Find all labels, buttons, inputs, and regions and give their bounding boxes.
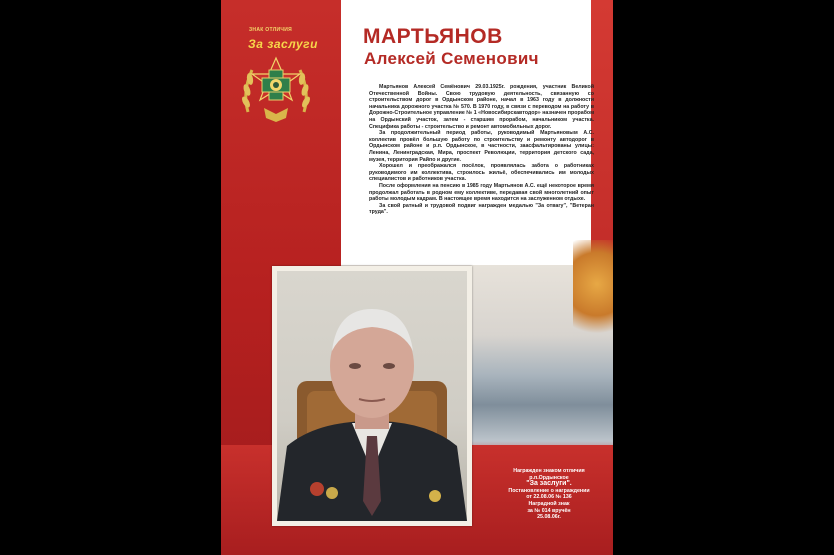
bio-paragraph: После оформления на пенсию в 1985 году Мартьянов А.С. ещё некоторое время продолжал работать в родном ему коллективе, передавая свой многолетний опыт работы молодым кадрам. В настоящее время находится на заслуженном отдыхе. [369, 182, 594, 203]
autumn-tree-image [573, 240, 613, 350]
biography-text [369, 84, 594, 216]
portrait-illustration [277, 271, 467, 521]
caption-line: 25.08.06г. [537, 514, 561, 521]
caption-line: Наградной знак [528, 500, 570, 507]
badge-caption: ЗНАК ОТЛИЧИЯ [249, 27, 293, 33]
portrait-frame [272, 266, 472, 526]
bio-paragraph: За продолжительный период работы, руководимый Мартьяновым А.С. коллектив провёл большую работу по строительству и ремонту автодорог в Ордынском районе и р.п. Ордынское, в частности, заасфальтированы улицы: Ленина, Ленинградская, Мира, проспект Революции, территория детского сада, музея, территория Райпо и другие. [369, 130, 594, 163]
caption-line: Постановление о награждении [508, 487, 590, 494]
badge-title: За заслуги [248, 37, 318, 51]
bio-paragraph: За свой ратный и трудовой подвиг награжден медалью "За отвагу", "Ветеран труда". [369, 202, 594, 216]
poster [221, 0, 613, 555]
caption-line: Награжден знаком отличия [513, 468, 585, 474]
caption-line: р.п.Ордынское [529, 474, 569, 481]
portrait-photo [277, 271, 467, 521]
person-given-names: Алексей Семенович [364, 49, 539, 68]
caption-award-name: "За заслуги". [526, 480, 572, 488]
bio-paragraph: Хорошел и преображался посёлок, проявлялась забота о работниках руководимого им коллектива, строилось жильё, обеспечивались им молодых специалистов и работников участка. [369, 163, 594, 183]
bio-paragraph: Мартьянов Алексей Семёнович 29.03.1925г. рождения, участник Великой Отечественной Войны. Свою трудовую деятельность, связанную со строительством дорог в Ордынском районе, начал в 1963 году в должности начальника дорожного участка № 570. В 1970 году, в связи с переводом на работу в Дорожно-Строительное управление № 1 «Новосибирскавтодор» назначен прорабом на Ордынский участок, затем - старшим прорабом, начальником участка. Специфика работы - строительство и ремонт автомобильных дорог. [369, 84, 594, 130]
award-emblem-icon [236, 52, 316, 132]
award-caption [489, 468, 609, 521]
caption-line: за № 014 вручён [527, 507, 571, 514]
caption-line: от 22.08.06 № 136 [526, 494, 572, 501]
person-surname: МАРТЬЯНОВ [363, 25, 503, 48]
